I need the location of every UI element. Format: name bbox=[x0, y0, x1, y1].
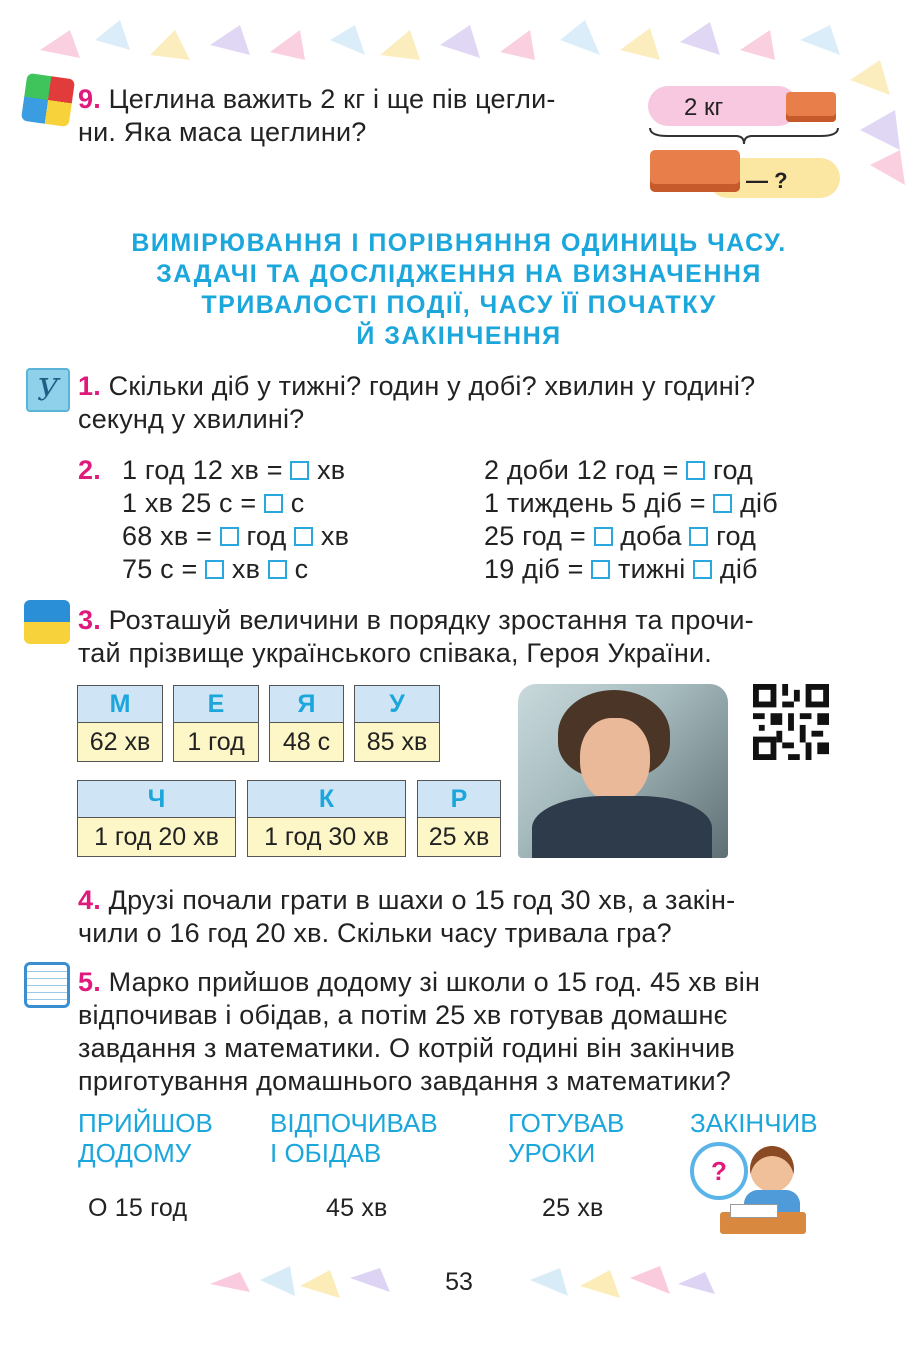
label-2kg: 2 кг bbox=[684, 94, 724, 121]
task2-left-row: 75 с = хв с bbox=[122, 554, 309, 584]
answer-box[interactable] bbox=[268, 560, 287, 579]
task2-left-row: 1 год 12 хв = хв bbox=[122, 455, 346, 485]
ukraine-flag-icon bbox=[24, 600, 70, 644]
task2-right-row: 25 год = доба год bbox=[484, 521, 757, 551]
rubiks-cube-icon bbox=[21, 73, 75, 127]
task2-left-row: 68 хв = год хв bbox=[122, 521, 350, 551]
answer-box[interactable] bbox=[264, 494, 283, 513]
task2-number: 2. bbox=[78, 455, 101, 485]
heading-line3: ТРИВАЛОСТІ ПОДІЇ, ЧАСУ ЇЇ ПОЧАТКУ bbox=[201, 291, 717, 319]
letter-tile: Ч 1 год 20 хв bbox=[77, 780, 236, 857]
letter-tile: Р 25 хв bbox=[417, 780, 501, 857]
col-lessons-value: 25 хв bbox=[542, 1194, 604, 1222]
task5-line1: Марко прийшов додому зі школи о 15 год. 45 хв він bbox=[108, 967, 761, 997]
task5-text bbox=[78, 966, 868, 1098]
qr-code bbox=[752, 684, 830, 760]
col-arrived-value: О 15 год bbox=[88, 1194, 188, 1222]
answer-box[interactable] bbox=[686, 461, 705, 480]
boy-with-clock-illustration bbox=[690, 1138, 810, 1238]
notebook-icon bbox=[24, 962, 70, 1008]
task5-line2: відпочивав і обідав, а потім 25 хв готував домашнє bbox=[78, 1000, 728, 1030]
answer-box[interactable] bbox=[594, 527, 613, 546]
task5-number: 5. bbox=[78, 967, 101, 997]
heading-line1: ВИМІРЮВАННЯ І ПОРІВНЯННЯ ОДИНИЦЬ ЧАСУ. bbox=[131, 229, 787, 257]
letter-tile: У 85 хв bbox=[354, 685, 440, 762]
letter-tile: М 62 хв bbox=[77, 685, 163, 762]
clock-icon bbox=[690, 1142, 748, 1200]
task5-line3: завдання з математики. О котрій годині він закінчив bbox=[78, 1033, 735, 1063]
label-question: — ? bbox=[746, 168, 788, 193]
answer-box[interactable] bbox=[693, 560, 712, 579]
heading-line2: ЗАДАЧІ ТА ДОСЛІДЖЕННЯ НА ВИЗНАЧЕННЯ bbox=[156, 260, 762, 288]
photo-face bbox=[580, 718, 650, 802]
clock-question: ? bbox=[711, 1155, 727, 1186]
answer-box[interactable] bbox=[294, 527, 313, 546]
task2-right-row: 2 доби 12 год = год bbox=[484, 455, 754, 485]
task2-right-row: 1 тиждень 5 діб = діб bbox=[484, 488, 778, 518]
col-lessons-heading: ГОТУВАВ УРОКИ bbox=[508, 1108, 625, 1168]
heading-line4: Й ЗАКІНЧЕННЯ bbox=[356, 322, 562, 350]
task2-right-row: 19 діб = тижні діб bbox=[484, 554, 758, 584]
answer-box[interactable] bbox=[220, 527, 239, 546]
brick-diagram bbox=[648, 86, 848, 198]
task4-line2: чили о 16 год 20 хв. Скільки часу тривала гра? bbox=[78, 918, 672, 948]
letter-tile: К 1 год 30 хв bbox=[247, 780, 406, 857]
task4-number: 4. bbox=[78, 885, 101, 915]
answer-box[interactable] bbox=[205, 560, 224, 579]
brace bbox=[648, 126, 840, 146]
task2-left-column bbox=[122, 454, 482, 586]
photo-jacket bbox=[532, 796, 712, 858]
open-book bbox=[730, 1204, 778, 1218]
oral-task-letter: У bbox=[37, 372, 59, 408]
oral-task-icon bbox=[26, 368, 70, 412]
task5-line4: приготування домашнього завдання з математики? bbox=[78, 1066, 731, 1096]
task3-text bbox=[78, 604, 858, 670]
boy-head bbox=[750, 1146, 794, 1192]
half-brick bbox=[786, 92, 836, 122]
col-rested-value: 45 хв bbox=[326, 1194, 388, 1222]
task3-line2: тай прізвище українського співака, Героя України. bbox=[78, 638, 712, 668]
task1-text bbox=[78, 370, 858, 436]
task9-number: 9. bbox=[78, 84, 101, 114]
answer-box[interactable] bbox=[713, 494, 732, 513]
task4-text bbox=[78, 884, 858, 950]
col-arrived-heading: ПРИЙШОВ ДОДОМУ bbox=[78, 1108, 213, 1168]
answer-box[interactable] bbox=[689, 527, 708, 546]
task2-right-column bbox=[484, 454, 884, 586]
letter-tile: Я 48 с bbox=[269, 685, 344, 762]
task3-number: 3. bbox=[78, 605, 101, 635]
task1-number: 1. bbox=[78, 371, 101, 401]
section-heading bbox=[40, 228, 878, 352]
col-rested-heading: ВІДПОЧИВАВ І ОБІДАВ bbox=[270, 1108, 438, 1168]
whole-brick bbox=[650, 150, 740, 192]
answer-box[interactable] bbox=[290, 461, 309, 480]
task1-line1: Скільки діб у тижні? годин у добі? хвилин у годині? bbox=[108, 371, 756, 401]
task9-line1: Цеглина важить 2 кг і ще пів цегли- bbox=[108, 84, 556, 114]
col-finished-heading: ЗАКІНЧИВ bbox=[690, 1108, 818, 1138]
page-number: 53 bbox=[445, 1268, 473, 1296]
task3-line1: Розташуй величини в порядку зростання та прочи- bbox=[108, 605, 754, 635]
task1-line2: секунд у хвилині? bbox=[78, 404, 305, 434]
task4-line1: Друзі почали грати в шахи о 15 год 30 хв, а закін- bbox=[108, 885, 736, 915]
task2-left-row: 1 хв 25 с = с bbox=[122, 488, 305, 518]
task9-line2: ни. Яка маса цеглини? bbox=[78, 117, 367, 147]
letter-tile: Е 1 год bbox=[173, 685, 259, 762]
task9-text bbox=[78, 83, 638, 149]
singer-photo bbox=[518, 684, 728, 858]
answer-box[interactable] bbox=[591, 560, 610, 579]
